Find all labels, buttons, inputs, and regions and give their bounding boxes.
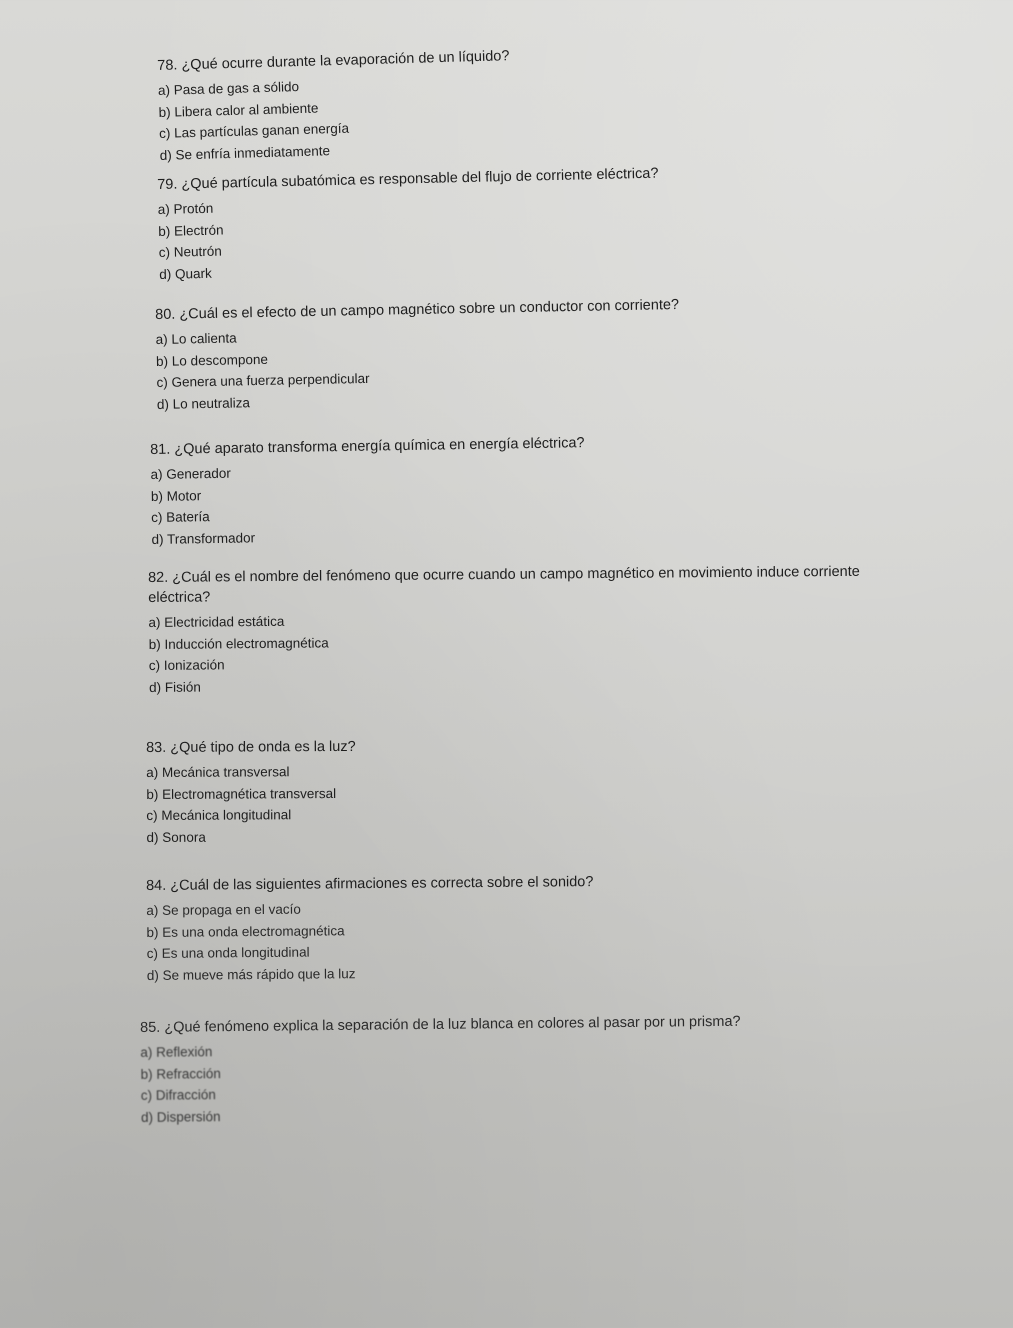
option-a: a) Se propaga en el vacío [146,901,301,918]
option-c: c) Mecánica longitudinal [146,807,292,823]
option-d: d) Quark [159,265,212,282]
option-a: a) Lo calienta [155,330,237,347]
option-d: d) Fisión [148,679,201,695]
option-c: c) Las partículas ganan energía [158,120,350,141]
question-text: 85. ¿Qué fenómeno explica la separación de la luz blanca en colores al pasar por un prisma? [140,1013,741,1036]
option-c: c) Difracción [140,1087,216,1103]
option-c: c) Ionización [148,657,225,673]
option-a: a) Electricidad estática [148,613,285,630]
option-d: d) Transformador [151,529,256,547]
option-b: b) Motor [150,487,202,504]
option-d: d) Se mueve más rápido que la luz [146,965,356,983]
question-84 [146,868,1013,986]
option-b: b) Electrón [158,222,224,239]
question-81 [150,426,1013,550]
option-d: d) Dispersión [140,1108,221,1125]
option-b: b) Refracción [140,1065,221,1082]
option-b: b) Lo descompone [155,351,269,369]
option-c: c) Neutrón [158,243,222,260]
question-text: 80. ¿Cuál es el efecto de un campo magnético sobre un conductor con corriente? [155,296,680,323]
question-78 [157,31,1013,166]
option-b: b) Libera calor al ambiente [158,100,319,120]
option-c: c) Genera una fuerza perpendicular [156,370,370,390]
question-text: 79. ¿Qué partícula subatómica es responsable del flujo de corriente eléctrica? [157,165,659,193]
question-text: 84. ¿Cuál de las siguientes afirmaciones es correcta sobre el sonido? [146,874,594,894]
question-85 [140,1009,1013,1128]
question-text: 83. ¿Qué tipo de onda es la luz? [146,738,356,756]
question-83 [146,733,1013,848]
option-a: a) Pasa de gas a sólido [157,79,300,98]
question-text: 81. ¿Qué aparato transforma energía química en energía eléctrica? [150,435,585,458]
option-b: b) Es una onda electromagnética [146,922,345,940]
option-d: d) Lo neutraliza [156,394,251,412]
question-text: 78. ¿Qué ocurre durante la evaporación de un líquido? [157,48,510,74]
option-d: d) Se enfría inmediatamente [159,142,331,163]
option-c: c) Es una onda longitudinal [146,944,310,961]
question-79 [157,155,1013,285]
question-80 [155,288,1013,415]
option-a: a) Generador [150,465,231,482]
question-82 [148,562,869,698]
question-text: 82. ¿Cuál es el nombre del fenómeno que ocurre cuando un campo magnético en movimiento induce corriente eléctrica? [148,563,860,606]
option-a: a) Protón [157,200,214,217]
option-b: b) Electromagnética transversal [146,785,337,802]
option-a: a) Mecánica transversal [146,764,290,780]
option-b: b) Inducción electromagnética [148,634,329,652]
option-c: c) Batería [151,509,210,525]
option-a: a) Reflexión [140,1044,213,1060]
option-d: d) Sonora [146,829,206,845]
